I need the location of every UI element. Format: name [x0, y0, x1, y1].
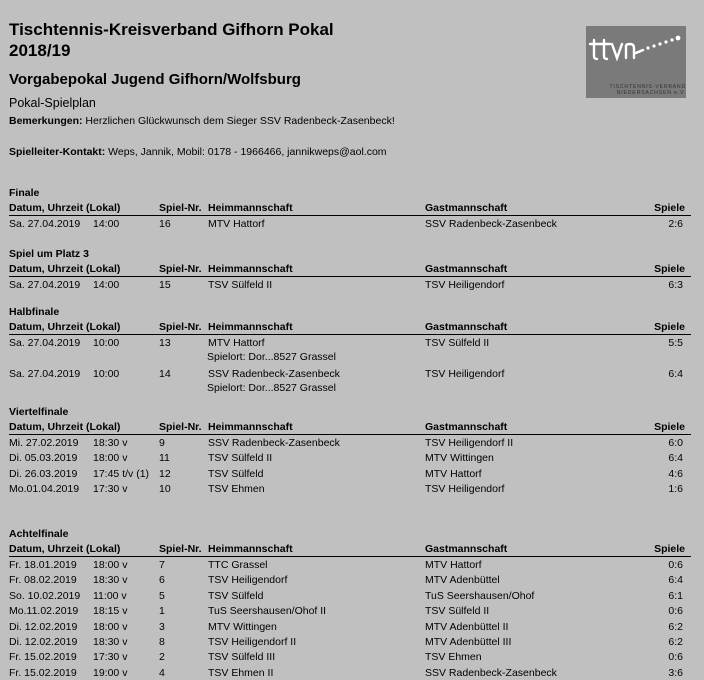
plan-label: Pokal-Spielplan [9, 96, 96, 110]
cell-home: TSV Ehmen II [208, 666, 274, 679]
cell-time: 18:30 v [93, 574, 128, 587]
cell-guest: TSV Ehmen [425, 651, 482, 664]
column-header-home: Heimmannschaft [208, 543, 293, 555]
cell-time: 14:00 [93, 218, 120, 230]
cell-nr: 16 [159, 218, 171, 230]
cell-games: 6:3 [668, 279, 683, 291]
contact-text: Weps, Jannik, Mobil: 0178 - 1966466, jannikweps@aol.com [105, 146, 387, 158]
cell-games: 0:6 [668, 651, 683, 664]
cell-games: 6:2 [668, 620, 683, 633]
cell-guest: SSV Radenbeck-Zasenbeck [425, 666, 557, 679]
cell-games: 0:6 [668, 559, 683, 571]
cell-time: 17:30 v [93, 483, 128, 496]
cell-time: 18:30 v [93, 636, 128, 648]
cell-guest: MTV Adenbüttel [425, 574, 500, 587]
cell-time: 18:00 v [93, 452, 128, 465]
column-header-home: Heimmannschaft [208, 263, 293, 275]
cell-date: Di. 26.03.2019 [9, 467, 78, 480]
cell-home: SSV Radenbeck-Zasenbeck [208, 437, 340, 449]
column-header-home: Heimmannschaft [208, 321, 293, 333]
table-header [9, 320, 691, 335]
cell-guest: TSV Heiligendorf II [425, 437, 514, 449]
cell-date: Sa. 27.04.2019 [9, 218, 81, 230]
table-row [9, 482, 691, 496]
column-header-date: Datum, Uhrzeit (Lokal) [9, 543, 121, 555]
cell-date: So. 10.02.2019 [9, 589, 81, 602]
table-row [9, 604, 691, 618]
table-row [9, 436, 691, 450]
cell-nr: 1 [159, 605, 165, 618]
column-header-games: Spiele [654, 202, 685, 214]
table-row [9, 336, 691, 350]
cell-home: TSV Heiligendorf II [208, 636, 297, 648]
cell-date: Fr. 15.02.2019 [9, 651, 77, 664]
cell-home: TSV Sülfeld II [208, 452, 273, 465]
cell-games: 5:5 [668, 337, 683, 349]
cell-nr: 4 [159, 666, 165, 679]
cell-games: 1:6 [668, 483, 683, 496]
table-row [9, 620, 691, 634]
table-header [9, 262, 691, 277]
remarks-text: Herzlichen Glückwunsch dem Sieger SSV Radenbeck-Zasenbeck! [82, 115, 395, 127]
cell-guest: MTV Wittingen [425, 452, 494, 465]
cell-home: TTC Grassel [208, 559, 268, 571]
cell-date: Fr. 15.02.2019 [9, 666, 77, 679]
column-header-guest: Gastmannschaft [425, 263, 508, 275]
cell-games: 6:2 [668, 636, 683, 648]
cell-home: TuS Seershausen/Ohof II [208, 605, 327, 618]
column-header-home: Heimmannschaft [208, 421, 293, 433]
cell-date: Sa. 27.04.2019 [9, 279, 81, 291]
cell-time: 11:00 v [93, 589, 127, 602]
contact-label: Spielleiter-Kontakt: [9, 146, 106, 158]
column-header-games: Spiele [654, 263, 685, 275]
cell-date: Fr. 18.01.2019 [9, 559, 77, 571]
logo-line2: NIEDERSACHSEN e.V. [616, 90, 686, 96]
column-header-date: Datum, Uhrzeit (Lokal) [9, 321, 121, 333]
cell-time: 17:45 t/v (1) [93, 467, 150, 480]
cell-home: MTV Wittingen [208, 620, 277, 633]
column-header-home: Heimmannschaft [208, 202, 293, 214]
column-header-date: Datum, Uhrzeit (Lokal) [9, 421, 121, 433]
cell-nr: 15 [159, 279, 171, 291]
cell-time: 18:00 v [93, 620, 128, 633]
cell-nr: 8 [159, 636, 165, 648]
table-header [9, 420, 691, 435]
column-header-guest: Gastmannschaft [425, 321, 508, 333]
cell-time: 10:00 [93, 367, 120, 380]
cell-games: 4:6 [668, 467, 683, 480]
page-title: Tischtennis-Kreisverband Gifhorn Pokal [9, 20, 334, 39]
cell-nr: 9 [159, 437, 165, 449]
cell-home: SSV Radenbeck-Zasenbeck [208, 367, 340, 380]
table-header [9, 201, 691, 216]
table-row [9, 589, 691, 603]
cell-guest: MTV Adenbüttel II [425, 620, 509, 633]
cell-nr: 11 [159, 452, 170, 465]
cell-guest: MTV Adenbüttel III [425, 636, 512, 648]
column-header-nr: Spiel-Nr. [159, 421, 202, 433]
table-row [9, 451, 691, 465]
column-header-games: Spiele [654, 321, 685, 333]
remarks [9, 114, 395, 128]
column-header-date: Datum, Uhrzeit (Lokal) [9, 263, 121, 275]
cell-nr: 2 [159, 651, 165, 664]
cell-nr: 6 [159, 574, 165, 587]
cell-date: Di. 12.02.2019 [9, 620, 78, 633]
cell-guest: TSV Sülfeld II [425, 605, 490, 618]
season: 2018/19 [9, 41, 71, 60]
table-row [9, 650, 691, 664]
cell-time: 14:00 [93, 279, 120, 291]
cell-time: 18:15 v [93, 605, 128, 618]
cell-time: 17:30 v [93, 651, 128, 664]
cell-home: TSV Sülfeld [208, 467, 264, 480]
contact [9, 145, 387, 159]
table-row [9, 278, 691, 292]
cell-guest: TSV Heiligendorf [425, 367, 505, 380]
cell-nr: 5 [159, 589, 165, 602]
cell-games: 0:6 [668, 605, 683, 618]
venue-note: Spielort: Dor...8527 Grassel [207, 351, 336, 364]
cell-date: Mo.01.04.2019 [9, 483, 80, 496]
cell-guest: MTV Hattorf [425, 559, 482, 571]
cell-time: 10:00 [93, 337, 120, 349]
column-header-games: Spiele [654, 543, 685, 555]
cell-guest: SSV Radenbeck-Zasenbeck [425, 218, 557, 230]
cell-home: TSV Heiligendorf [208, 574, 288, 587]
section-title-finale: Finale [9, 187, 40, 199]
column-header-guest: Gastmannschaft [425, 543, 508, 555]
cell-games: 6:4 [668, 452, 683, 465]
cell-time: 19:00 v [93, 666, 128, 679]
column-header-nr: Spiel-Nr. [159, 321, 202, 333]
competition-name: Vorgabepokal Jugend Gifhorn/Wolfsburg [9, 71, 301, 88]
cell-home: MTV Hattorf [208, 337, 265, 349]
cell-guest: TSV Heiligendorf [425, 483, 505, 496]
table-row [9, 467, 691, 481]
column-header-guest: Gastmannschaft [425, 202, 508, 214]
column-header-games: Spiele [654, 421, 685, 433]
cell-guest: TSV Heiligendorf [425, 279, 505, 291]
cell-games: 6:4 [668, 367, 683, 380]
logo-line1: TISCHTENNIS-VERBAND [609, 84, 686, 90]
table-row [9, 217, 691, 231]
cell-time: 18:00 v [93, 559, 128, 571]
cell-date: Mo.11.02.2019 [9, 605, 79, 618]
table-row [9, 635, 691, 649]
section-title-platz-3: Spiel um Platz 3 [9, 248, 89, 260]
cell-nr: 7 [159, 559, 165, 571]
cell-nr: 14 [159, 367, 171, 380]
column-header-date: Datum, Uhrzeit (Lokal) [9, 202, 121, 214]
cell-games: 6:1 [668, 589, 683, 602]
cell-date: Di. 12.02.2019 [9, 636, 78, 648]
cell-time: 18:30 v [93, 437, 128, 449]
cell-games: 6:0 [668, 437, 683, 449]
table-row [9, 573, 691, 587]
cell-games: 6:4 [668, 574, 683, 587]
remarks-label: Bemerkungen: [9, 115, 83, 127]
cell-date: Mi. 27.02.2019 [9, 437, 79, 449]
cell-date: Sa. 27.04.2019 [9, 367, 81, 380]
cell-date: Di. 05.03.2019 [9, 452, 78, 465]
column-header-nr: Spiel-Nr. [159, 263, 202, 275]
cell-games: 3:6 [668, 666, 683, 679]
cell-games: 2:6 [668, 218, 683, 230]
cell-nr: 3 [159, 620, 165, 633]
table-row [9, 367, 691, 381]
table-row [9, 558, 691, 572]
venue-note: Spielort: Dor...8527 Grassel [207, 382, 336, 395]
column-header-guest: Gastmannschaft [425, 421, 508, 433]
table-row [9, 666, 691, 680]
cell-guest: MTV Hattorf [425, 467, 482, 480]
cell-date: Sa. 27.04.2019 [9, 337, 81, 349]
cell-nr: 13 [159, 337, 171, 349]
section-title-achtelfinale: Achtelfinale [9, 528, 69, 540]
cell-home: TSV Sülfeld II [208, 279, 273, 291]
cell-home: TSV Ehmen [208, 483, 265, 496]
cell-home: TSV Sülfeld [208, 589, 264, 602]
cell-nr: 12 [159, 467, 171, 480]
table-header [9, 542, 691, 557]
column-header-nr: Spiel-Nr. [159, 202, 202, 214]
cell-home: TSV Sülfeld III [208, 651, 276, 664]
column-header-nr: Spiel-Nr. [159, 543, 202, 555]
cell-guest: TSV Sülfeld II [425, 337, 490, 349]
cell-guest: TuS Seershausen/Ohof [425, 589, 535, 602]
section-title-halbfinale: Halbfinale [9, 306, 60, 318]
cell-home: MTV Hattorf [208, 218, 265, 230]
cell-date: Fr. 08.02.2019 [9, 574, 77, 587]
cell-nr: 10 [159, 483, 171, 496]
section-title-viertelfinale: Viertelfinale [9, 406, 69, 418]
logo-text [586, 84, 686, 96]
